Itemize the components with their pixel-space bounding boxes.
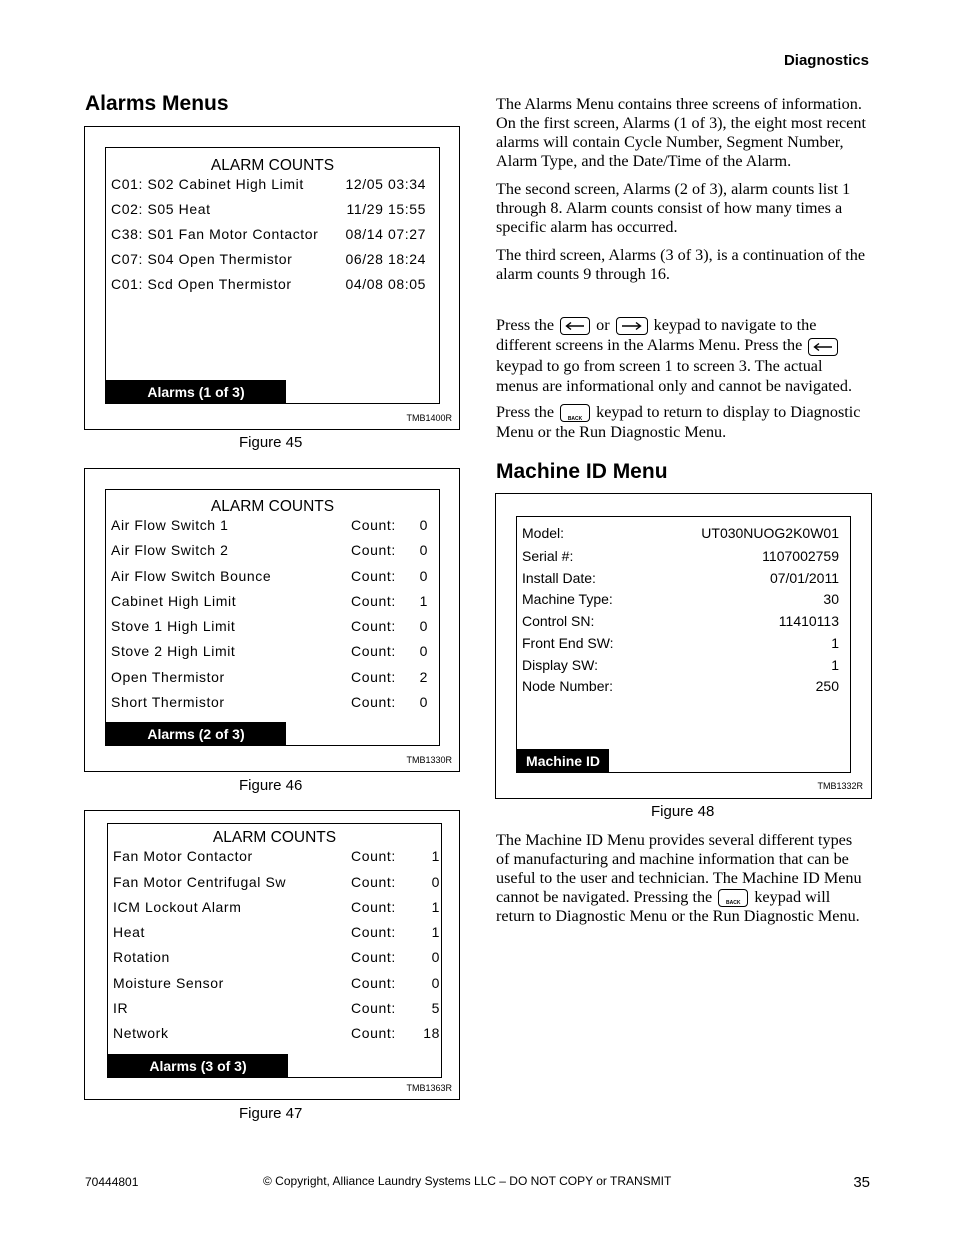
alarms-body-text bbox=[496, 95, 868, 284]
count-label: Count: bbox=[351, 618, 396, 634]
alarm-row-label: C07: S04 Open Thermistor bbox=[111, 251, 293, 267]
alarm-count-label: Short Thermistor bbox=[111, 694, 225, 710]
count-label: Count: bbox=[351, 669, 396, 685]
screen-footer-tab: Alarms (3 of 3) bbox=[108, 1054, 288, 1078]
count-value: 0 bbox=[419, 618, 428, 634]
paragraph: The second screen, Alarms (2 of 3), alarm counts list 1 through 8. Alarm counts consist of how many times a specific alarm has occurred. bbox=[496, 180, 851, 236]
alarm-count-label: Fan Motor Contactor bbox=[113, 848, 253, 864]
count-label: Count: bbox=[351, 899, 396, 915]
page-number: 35 bbox=[853, 1174, 870, 1191]
alarm-count-label: Air Flow Switch 1 bbox=[111, 517, 229, 533]
paragraph-fragment: keypad to navigate to the different screens in the Alarms Menu. Press the bbox=[496, 316, 817, 355]
tmb-code: TMB1330R bbox=[406, 755, 452, 765]
count-label: Count: bbox=[351, 848, 396, 864]
count-label: Count: bbox=[351, 975, 396, 991]
count-label: Count: bbox=[351, 694, 396, 710]
paragraph-fragment: keypad to return to display to Diagnostic Menu or the Run Diagnostic Menu. bbox=[496, 402, 861, 441]
paragraph-fragment: keypad to go from screen 1 to screen 3. The actual menus are informational only and cannot be navigated. bbox=[496, 356, 853, 395]
count-label: Count: bbox=[351, 1000, 396, 1016]
machine-id-value: 250 bbox=[815, 678, 839, 694]
paragraph: The Alarms Menu contains three screens of information. On the first screen, Alarms (1 of 3), the eight most recent alarms will contain Cycle Number, Segment Number, Alarm Type, and the Date/Time of the Alarm. bbox=[496, 95, 866, 170]
right-arrow-key-icon bbox=[616, 317, 648, 335]
left-arrow-key-icon bbox=[808, 338, 838, 356]
figure-caption: Figure 46 bbox=[239, 777, 303, 794]
paragraph-fragment: keypad will return to Diagnostic Menu or the Run Diagnostic Menu. bbox=[496, 888, 860, 926]
count-value: 0 bbox=[431, 874, 440, 890]
paragraph-fragment: Press the bbox=[496, 402, 554, 421]
alarm-row-label: C38: S01 Fan Motor Contactor bbox=[111, 226, 319, 242]
machine-id-label: Control SN: bbox=[522, 613, 595, 629]
alarm-count-label: Network bbox=[113, 1025, 169, 1041]
alarm-row-time: 08/14 07:27 bbox=[345, 226, 426, 242]
figure-caption: Figure 47 bbox=[239, 1105, 303, 1122]
count-value: 0 bbox=[419, 643, 428, 659]
alarms-screen-3 bbox=[107, 823, 442, 1078]
alarm-count-label: IR bbox=[113, 1000, 129, 1016]
figure-45 bbox=[84, 126, 460, 430]
screen-title: ALARM COUNTS bbox=[210, 498, 335, 515]
count-label: Count: bbox=[351, 874, 396, 890]
machine-id-label: Display SW: bbox=[522, 657, 598, 673]
figure-48 bbox=[495, 493, 872, 799]
paragraph-fragment: The Machine ID Menu provides several different types of manufacturing and machine information that can be useful to the user and technician. The Machine ID Menu cannot be navigated. Pressing the bbox=[496, 831, 862, 906]
alarm-row-time: 11/29 15:55 bbox=[346, 201, 426, 217]
count-value: 1 bbox=[431, 899, 440, 915]
section-header: Diagnostics bbox=[783, 52, 869, 69]
alarm-count-label: Air Flow Switch Bounce bbox=[111, 568, 272, 584]
tmb-code: TMB1400R bbox=[406, 413, 452, 423]
count-value: 2 bbox=[419, 669, 428, 685]
count-value: 0 bbox=[419, 542, 428, 558]
screen-footer-tab: Alarms (1 of 3) bbox=[106, 380, 286, 404]
machine-id-heading: Machine ID Menu bbox=[496, 460, 668, 483]
alarms-menus-heading: Alarms Menus bbox=[85, 92, 229, 115]
alarm-count-label: Fan Motor Centrifugal Sw bbox=[113, 874, 287, 890]
count-label: Count: bbox=[351, 643, 396, 659]
machine-id-label: Front End SW: bbox=[522, 635, 614, 651]
count-value: 0 bbox=[419, 517, 428, 533]
count-value: 1 bbox=[419, 593, 428, 609]
copyright-notice: © Copyright, Alliance Laundry Systems LLC – DO NOT COPY or TRANSMIT bbox=[263, 1174, 672, 1188]
alarm-count-label: ICM Lockout Alarm bbox=[113, 899, 242, 915]
paragraph: The third screen, Alarms (3 of 3), is a continuation of the alarm counts 9 through 16. bbox=[496, 246, 866, 283]
count-label: Count: bbox=[351, 517, 396, 533]
navigation-paragraph bbox=[496, 315, 868, 442]
back-key-icon: BACK bbox=[560, 404, 590, 422]
machine-id-value: UT030NUOG2K0W01 bbox=[701, 525, 839, 541]
count-value: 1 bbox=[431, 924, 440, 940]
figure-caption: Figure 45 bbox=[239, 434, 303, 451]
machine-id-label: Node Number: bbox=[522, 678, 614, 694]
alarm-count-label: Heat bbox=[113, 924, 145, 940]
machine-id-value: 30 bbox=[823, 591, 839, 607]
machine-id-value: 07/01/2011 bbox=[769, 570, 839, 586]
screen-footer-tab: Alarms (2 of 3) bbox=[106, 722, 286, 746]
paragraph-fragment: or bbox=[596, 316, 610, 334]
machine-id-value: 11410113 bbox=[778, 613, 839, 629]
machine-id-value: 1 bbox=[831, 657, 839, 673]
count-value: 18 bbox=[423, 1025, 440, 1041]
screen-footer-tab: Machine ID bbox=[517, 749, 609, 773]
count-label: Count: bbox=[351, 568, 396, 584]
figure-46 bbox=[84, 468, 460, 772]
alarm-row-label: C02: S05 Heat bbox=[111, 201, 211, 217]
alarm-count-label: Air Flow Switch 2 bbox=[111, 542, 229, 558]
alarm-count-label: Cabinet High Limit bbox=[111, 593, 237, 609]
machine-id-label: Install Date: bbox=[522, 570, 596, 586]
alarms-screen-1 bbox=[105, 147, 440, 404]
tmb-code: TMB1363R bbox=[406, 1083, 452, 1093]
count-label: Count: bbox=[351, 542, 396, 558]
alarm-count-label: Stove 1 High Limit bbox=[111, 618, 236, 634]
paragraph-fragment: Press the bbox=[496, 316, 554, 334]
alarm-row-label: C01: Scd Open Thermistor bbox=[111, 276, 292, 292]
left-arrow-key-icon bbox=[560, 317, 590, 335]
alarm-count-label: Moisture Sensor bbox=[113, 975, 224, 991]
back-key-icon: BACK bbox=[718, 889, 748, 907]
alarm-count-label: Stove 2 High Limit bbox=[111, 643, 236, 659]
count-label: Count: bbox=[351, 924, 396, 940]
machine-id-paragraph bbox=[496, 831, 868, 926]
count-value: 0 bbox=[419, 568, 428, 584]
alarm-row-time: 06/28 18:24 bbox=[345, 251, 426, 267]
count-label: Count: bbox=[351, 1025, 396, 1041]
machine-id-value: 1 bbox=[831, 635, 839, 651]
machine-id-label: Serial #: bbox=[522, 548, 574, 564]
count-value: 0 bbox=[431, 949, 440, 965]
figure-caption: Figure 48 bbox=[651, 803, 715, 820]
count-label: Count: bbox=[351, 593, 396, 609]
count-label: Count: bbox=[351, 949, 396, 965]
screen-title: ALARM COUNTS bbox=[210, 157, 335, 174]
machine-id-label: Machine Type: bbox=[522, 591, 613, 607]
count-value: 0 bbox=[431, 975, 440, 991]
machine-id-label: Model: bbox=[522, 525, 565, 541]
alarm-row-time: 04/08 08:05 bbox=[345, 276, 426, 292]
count-value: 1 bbox=[431, 848, 440, 864]
tmb-code: TMB1332R bbox=[817, 781, 863, 791]
alarm-row-label: C01: S02 Cabinet High Limit bbox=[111, 176, 304, 192]
figure-47 bbox=[84, 810, 460, 1100]
machine-id-value: 1107002759 bbox=[762, 548, 839, 564]
alarms-screen-2 bbox=[105, 489, 440, 746]
alarm-count-label: Rotation bbox=[113, 949, 170, 965]
alarm-row-time: 12/05 03:34 bbox=[345, 176, 426, 192]
machine-id-screen bbox=[516, 516, 851, 773]
alarm-count-label: Open Thermistor bbox=[111, 669, 225, 685]
count-value: 5 bbox=[431, 1000, 440, 1016]
count-value: 0 bbox=[419, 694, 428, 710]
screen-title: ALARM COUNTS bbox=[212, 829, 337, 846]
document-number: 70444801 bbox=[85, 1175, 139, 1189]
